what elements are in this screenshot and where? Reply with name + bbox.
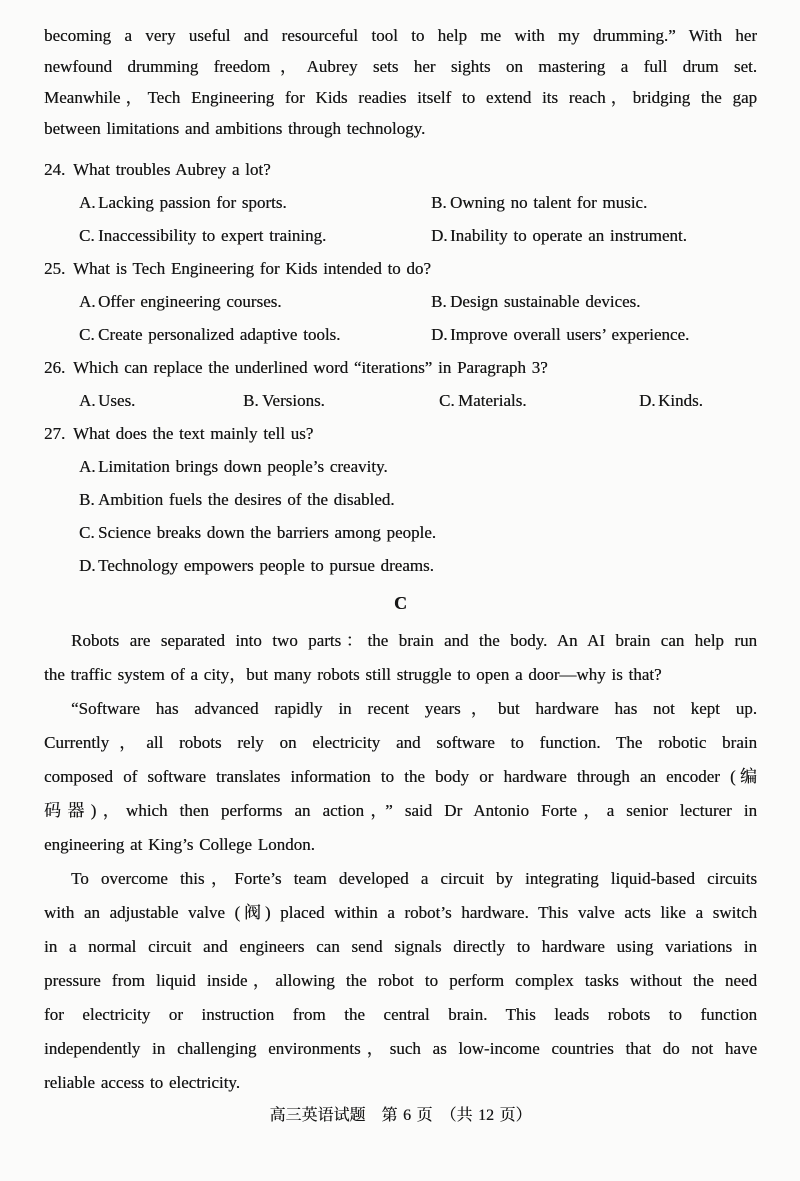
question-26-options: [79, 384, 757, 417]
text-line: in a normal circuit and engineers can send signals directly to hardware using variations in: [44, 937, 757, 956]
passage-c-paragraph-2: [44, 692, 757, 862]
text-line: engineering at King’s College London.: [44, 835, 315, 854]
option-d: D. Improve overall users’ experience.: [431, 325, 690, 344]
option-c: C. Science breaks down the barriers among people.: [79, 523, 437, 542]
question-27-stem: [44, 417, 757, 450]
question-25: [44, 252, 757, 351]
question-number: 27.: [44, 424, 66, 443]
option-a: A. Offer engineering courses.: [79, 292, 282, 311]
option-d: D. Technology empowers people to pursue dreams.: [79, 556, 434, 575]
question-text: What is Tech Engineering for Kids intended to do?: [73, 259, 431, 278]
text-line: Meanwhile，Tech Engineering for Kids readies itself to extend its reach，bridging the gap: [44, 88, 757, 107]
passage-c: [44, 624, 757, 1100]
question-25-options: [79, 285, 757, 351]
text-line: with an adjustable valve (阀) placed within a robot’s hardware. This valve acts like a switch: [44, 903, 757, 922]
option-c: C. Inaccessibility to expert training.: [79, 226, 327, 245]
option-b: B. Versions.: [243, 391, 325, 410]
question-26-stem: [44, 351, 757, 384]
option-d: D. Inability to operate an instrument.: [431, 226, 687, 245]
option-a: A. Uses.: [79, 391, 136, 410]
question-25-stem: [44, 252, 757, 285]
option-a: A. Lacking passion for sports.: [79, 193, 287, 212]
question-number: 25.: [44, 259, 66, 278]
text-line: To overcome this，Forte’s team developed a circuit by integrating liquid-based circuits: [71, 869, 757, 888]
text-line: independently in challenging environments，such as low-income countries that do not have: [44, 1039, 757, 1058]
option-b: B. Owning no talent for music.: [431, 193, 648, 212]
question-27-options: [79, 450, 757, 582]
option-a: A. Limitation brings down people’s creavity.: [79, 457, 388, 476]
text-line: Currently，all robots rely on electricity and software to function. The robotic brain: [44, 733, 757, 752]
question-text: What troubles Aubrey a lot?: [73, 160, 271, 179]
text-line: the traffic system of a city，but many robots still struggle to open a door—why is that?: [44, 665, 662, 684]
question-number: 26.: [44, 358, 66, 377]
text-line: newfound drumming freedom，Aubrey sets her sights on mastering a full drum set.: [44, 57, 757, 76]
question-24-stem: [44, 153, 757, 186]
text-line: reliable access to electricity.: [44, 1073, 240, 1092]
text-line: Robots are separated into two parts：the brain and the body. An AI brain can help run: [71, 631, 757, 650]
question-text: What does the text mainly tell us?: [73, 424, 314, 443]
question-27: [44, 417, 757, 582]
passage-c-paragraph-3: [44, 862, 757, 1100]
option-d: D. Kinds.: [639, 391, 703, 410]
option-b: B. Ambition fuels the desires of the disabled.: [79, 490, 395, 509]
text-line: 码器)，which then performs an action，” said Dr Antonio Forte，a senior lecturer in: [44, 801, 757, 820]
section-c-heading: C: [394, 593, 407, 613]
page-footer: 高三英语试题 第 6 页 （共 12 页）: [269, 1107, 532, 1124]
text-line: composed of software translates information to the body or hardware through an encoder (编: [44, 767, 757, 786]
text-line: pressure from liquid inside，allowing the robot to perform complex tasks without the need: [44, 971, 757, 990]
text-line: “Software has advanced rapidly in recent years，but hardware has not kept up.: [71, 699, 757, 718]
passage-c-paragraph-1: [44, 624, 757, 692]
question-number: 24.: [44, 160, 66, 179]
questions-block: [44, 153, 757, 582]
passage-b-final-paragraph: [44, 20, 757, 144]
option-b: B. Design sustainable devices.: [431, 292, 641, 311]
option-c: C. Materials.: [439, 391, 527, 410]
text-line: between limitations and ambitions through technology.: [44, 119, 426, 138]
question-text: Which can replace the underlined word “iterations” in Paragraph 3?: [73, 358, 548, 377]
question-24-options: [79, 186, 757, 252]
text-line: becoming a very useful and resourceful tool to help me with my drumming.” With her: [44, 26, 757, 45]
question-26: [44, 351, 757, 417]
text-line: for electricity or instruction from the central brain. This leads robots to function: [44, 1005, 757, 1024]
question-24: [44, 153, 757, 252]
option-c: C. Create personalized adaptive tools.: [79, 325, 341, 344]
